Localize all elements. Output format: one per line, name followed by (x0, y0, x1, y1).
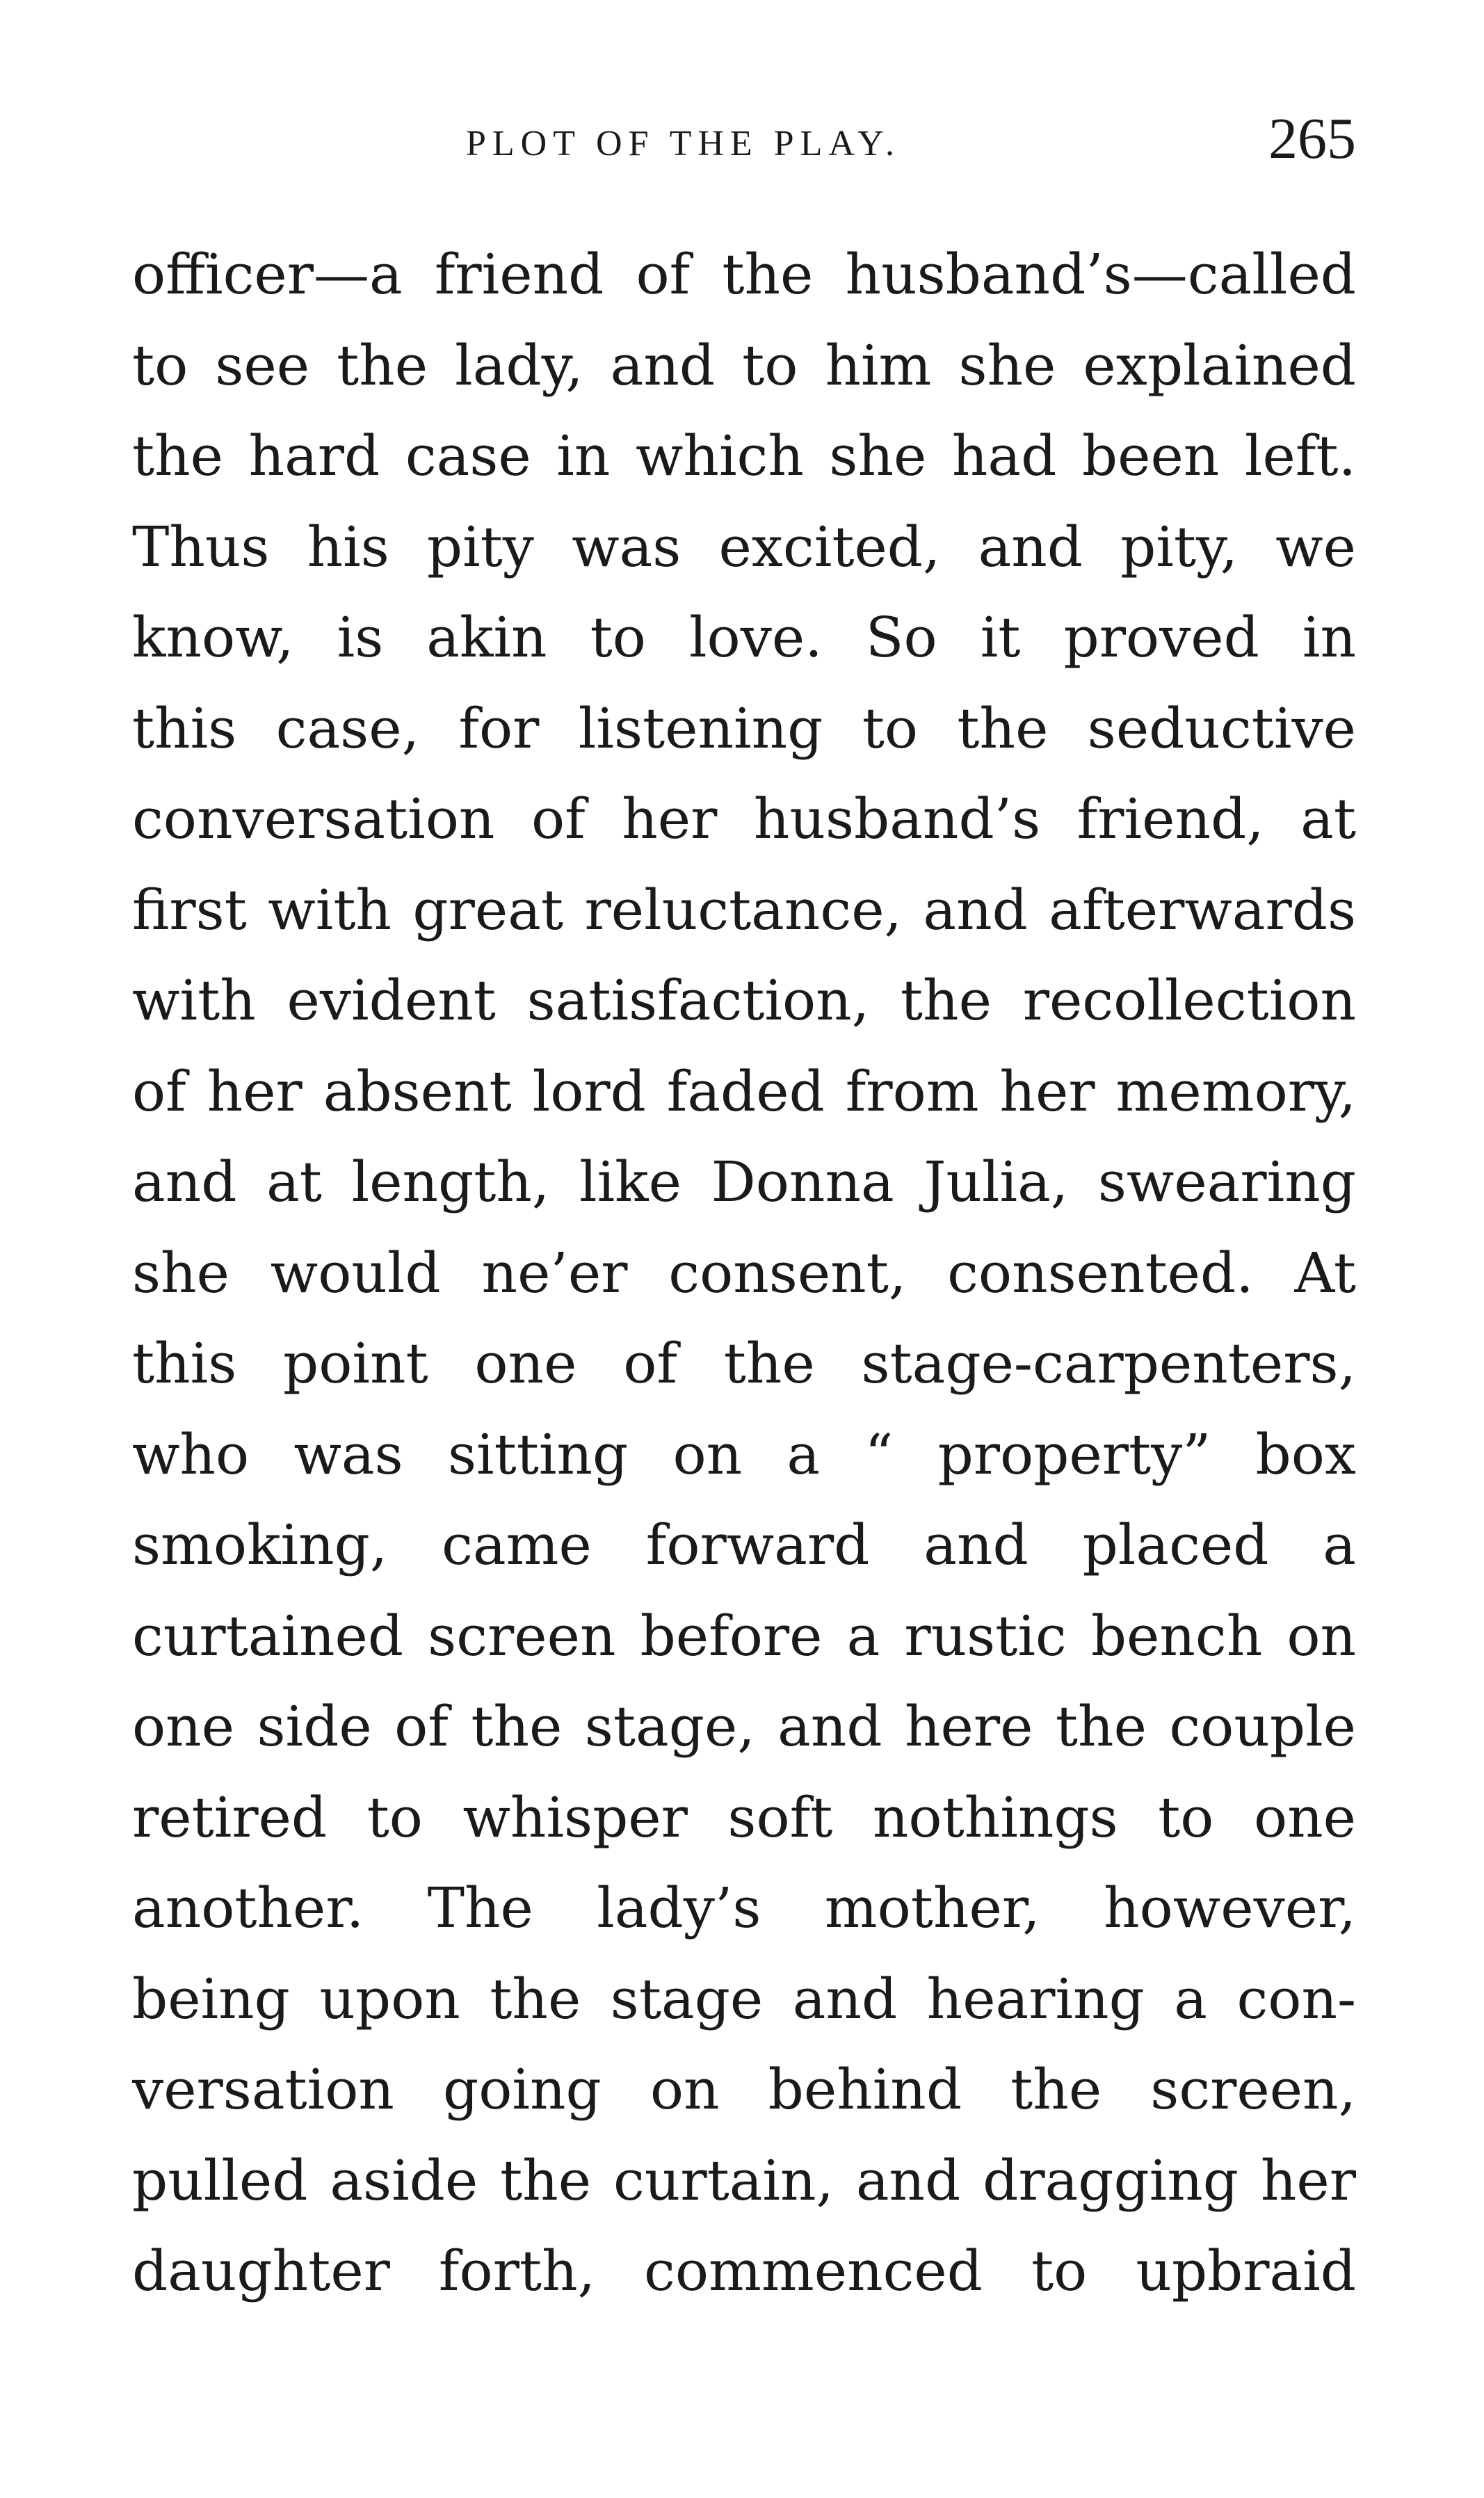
text-line: Thus his pity was excited, and pity, we (132, 514, 1356, 579)
running-head (132, 104, 1356, 181)
text-line: and at length, like Donna Julia, swearing (132, 1150, 1356, 1214)
text-line: being upon the stage and hearing a con- (132, 1966, 1356, 2031)
text-line: one side of the stage, and here the couple (132, 1694, 1356, 1759)
text-line: she would ne’er consent, consented. At (132, 1240, 1356, 1305)
text-line: smoking, came forward and placed a (132, 1513, 1356, 1577)
text-line: curtained screen before a rustic bench on (132, 1603, 1356, 1668)
text-line: retired to whisper soft nothings to one (132, 1784, 1356, 1850)
text-line: know, is akin to love. So it proved in (132, 605, 1356, 670)
text-line: versation going on behind the screen, (132, 2057, 1356, 2122)
text-line: pulled aside the curtain, and dragging her (132, 2148, 1356, 2213)
text-line: daughter forth, commenced to upbraid (132, 2239, 1356, 2303)
text-line: first with great reluctance, and afterwards (132, 877, 1356, 942)
page-number: 265 (1268, 106, 1356, 171)
text-line: the hard case in which she had been left. (132, 424, 1356, 488)
body-text (132, 229, 1356, 2317)
text-line: of her absent lord faded from her memory, (132, 1058, 1356, 1124)
running-title: PLOT OF THE PLAY. (466, 124, 901, 163)
text-line: another. The lady’s mother, however, (132, 1876, 1356, 1940)
text-line: officer—a friend of the husband’s—called (132, 242, 1356, 307)
text-line: who was sitting on a “ property” box (132, 1421, 1356, 1487)
text-line: to see the lady, and to him she explained (132, 332, 1356, 398)
text-line: this point one of the stage-carpenters, (132, 1331, 1356, 1396)
text-line: with evident satisfaction, the recollection (132, 968, 1356, 1033)
text-line: conversation of her husband’s friend, at (132, 787, 1356, 851)
text-line: this case, for listening to the seductive (132, 695, 1356, 761)
